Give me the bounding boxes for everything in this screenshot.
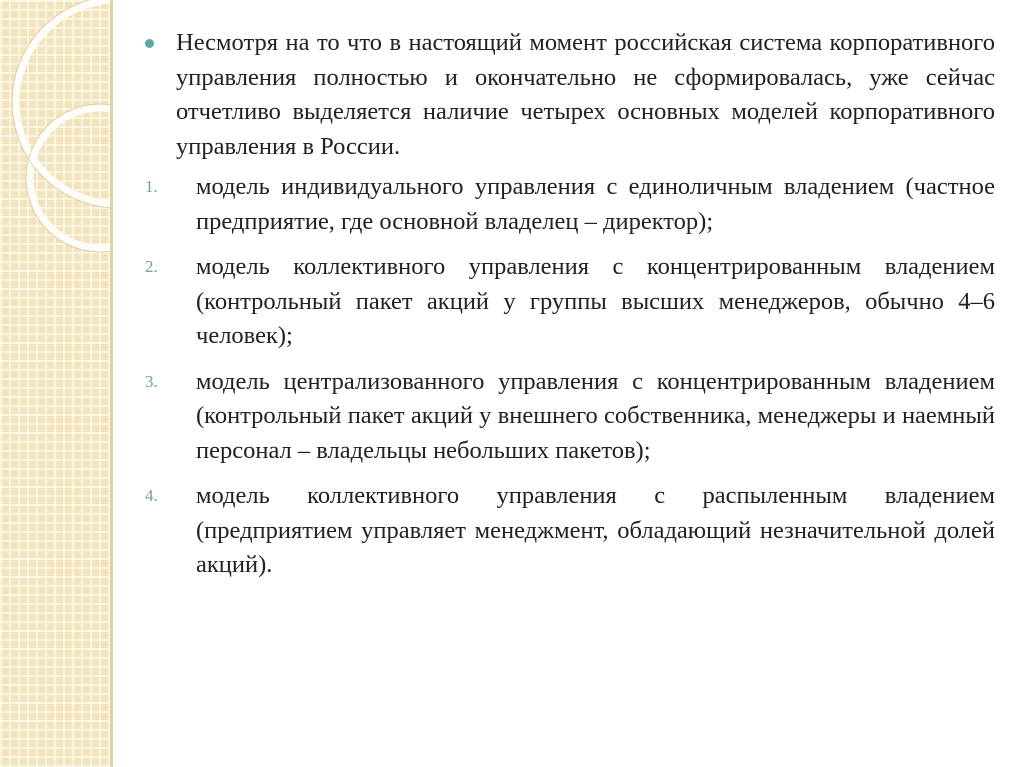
- side-band-divider: [110, 0, 113, 767]
- list-number: 4.: [145, 486, 158, 505]
- list-item: [145, 250, 995, 354]
- intro-text: Несмотря на то что в настоящий момент российская система корпоративного управления полностью и окончательно не сформировалась, уже сейчас отчетливо выделяется наличие четырех основных моделей корпоративного управления в России.: [176, 29, 995, 160]
- list-item: [145, 170, 995, 239]
- list-number: 1.: [145, 177, 158, 196]
- intro-paragraph: [145, 26, 995, 164]
- decorative-side-band: [0, 0, 112, 767]
- list-item-text: модель коллективного управления с распыленным владением (предприятием управляет менеджмент, обладающий незначительной долей акций).: [196, 482, 995, 578]
- decorative-rings: [0, 0, 112, 300]
- list-item-text: модель централизованного управления с концентрированным владением (контрольный пакет акций у внешнего собственника, менеджеры и наемный персонал – владельцы небольших пакетов);: [196, 367, 995, 464]
- list-item: [145, 365, 995, 469]
- bullet-dot-icon: [145, 39, 154, 48]
- list-item: [145, 479, 995, 583]
- list-item-text: модель индивидуального управления с единоличным владением (частное предприятие, где основной владелец – директор);: [196, 173, 995, 235]
- list-number: 2.: [145, 257, 158, 276]
- list-item-text: модель коллективного управления с концентрированным владением (контрольный пакет акций у группы высших менеджеров, обычно 4–6 человек);: [196, 253, 995, 349]
- list-number: 3.: [145, 371, 158, 391]
- decorative-ring-small: [30, 108, 112, 248]
- slide-content: [145, 26, 995, 594]
